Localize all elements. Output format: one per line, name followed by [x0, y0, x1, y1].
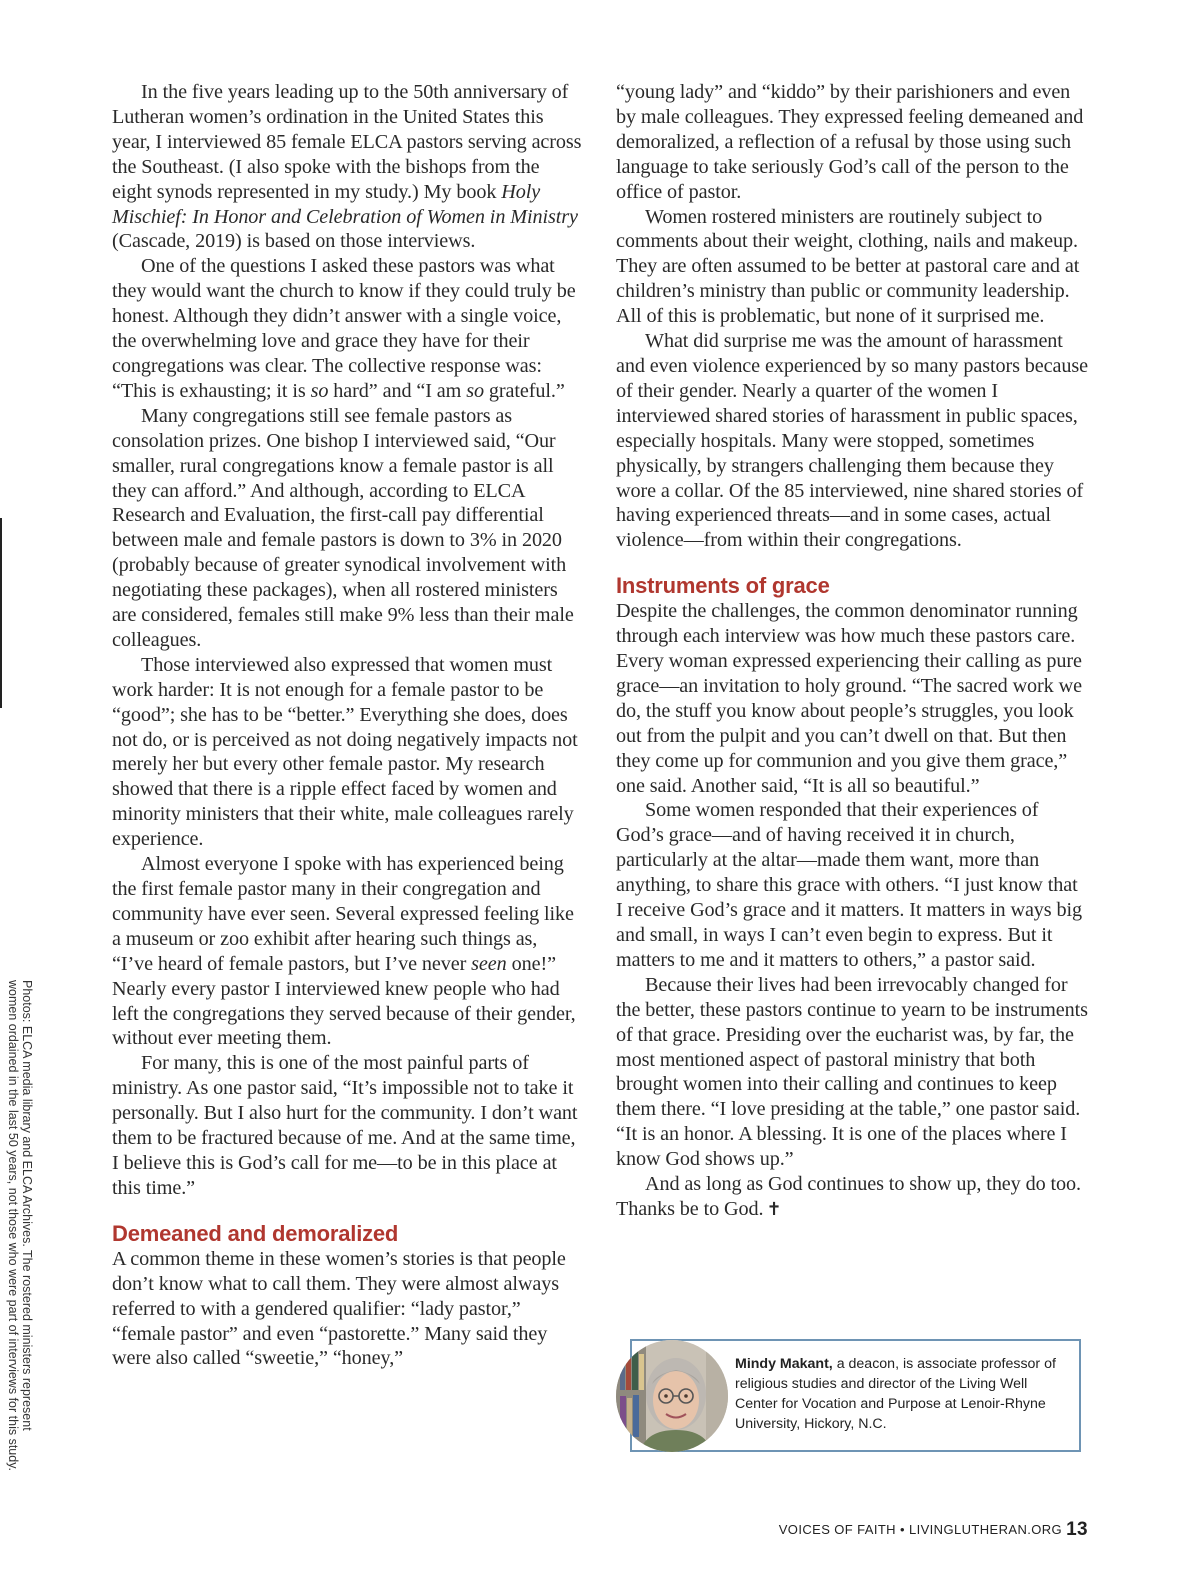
text-run: one!” Nearly every pastor I interviewed knew people who had left the congregations they served because of their gender, without ever meeting them. — [112, 952, 576, 1050]
text-run: (Cascade, 2019) is based on those interviews. — [112, 230, 476, 253]
paragraph: Because their lives had been irrevocably changed for the better, these pastors continue to yearn to be instruments of that grace. Presiding over the eucharist was, by far, the most mentioned aspect of pastoral ministry that both brought women into their calling and continues to keep them there. “I love presiding at the table,” one pastor said. “It is an honor. A blessing. It is one of the places where I know God shows up.” — [616, 973, 1088, 1171]
text-run: hard” and “I am — [328, 379, 467, 402]
paragraph — [616, 1172, 1088, 1223]
text-run: Almost everyone I spoke with has experienced being the first female pastor many in their congregation and community have ever seen. Several expressed feeling like a museum or zoo exhibit after hearing such things as, “I’ve heard of female pastors, but I’ve never — [112, 853, 574, 975]
paragraph: Despite the challenges, the common denominator running through each interview was how much these pastors care. Every woman expressed experiencing their calling as pure grace—an invitation to holy ground. “The sacred work we do, the stuff you know about people’s struggles, you look out from the pulpit and you can’t dwell on that. But then they come up for communion and you give them grace,” one said. Another said, “It is all so beautiful.” — [616, 600, 1082, 797]
photo-credit-line-2: women ordained in the last 50 years, not those who were part of interviews for this study. — [6, 980, 20, 1471]
margin-rule — [0, 518, 2, 708]
paragraph — [112, 254, 582, 403]
paragraph: “young lady” and “kiddo” by their parishioners and even by male colleagues. They expressed feeling demeaned and demoralized, a reflection of a refusal by those using such language to take seriously God’s call of the person to the office of pastor. — [616, 81, 1084, 203]
emphasis: so — [310, 379, 329, 402]
text-run: grateful.” — [483, 379, 565, 402]
photo-credit-line-1: Photos: ELCA media library and ELCA Archives. The rostered ministers represent — [20, 980, 34, 1431]
right-column — [616, 80, 1088, 1223]
paragraph: Many congregations still see female pastors as consolation prizes. One bishop I interviewed said, “Our smaller, rural congregations know a female pastor is all they can afford.” And although, according to ELCA Research and Evaluation, the first-call pay differential between male and female pastors is down to 3% in 2020 (probably because of greater synodical involvement with negotiating these packages), when all rostered ministers are considered, females still make 9% less than their male colleagues. — [112, 404, 574, 651]
left-column — [112, 80, 582, 1371]
photo-credit — [0, 980, 40, 1540]
emphasis: seen — [471, 952, 507, 975]
text-run: In the five years leading up to the 50th anniversary of Lutheran women’s ordination in the United States this year, I interviewed 85 female ELCA pastors serving across the Southeast. (I also spoke with the bishops from the eight synods represented in my study.) My book — [112, 81, 582, 203]
page-footer — [779, 1519, 1088, 1541]
text-run: And as long as God continues to show up, they do too. Thanks be to God. — [616, 1173, 1081, 1220]
photo-credit-text — [6, 980, 34, 1540]
text-run: One of the questions I asked these pastors was what they would want the church to know if they could truly be honest. Although they didn’t answer with a single voice, the overwhelming love and grace they have for their congregations was clear. The collective response was: “This is exhausting; it is — [112, 255, 576, 402]
emphasis: so — [466, 379, 484, 402]
author-name: Mindy Makant, — [735, 1356, 833, 1372]
paragraph: Some women responded that their experiences of God’s grace—and of having received it in church, particularly at the altar—made them want, more than anything, to share this grace with others. “I just know that I receive God’s grace and it matters. It matters in ways big and small, in ways I can’t even begin to express. But it matters to me and it matters to others,” a pastor said. — [616, 799, 1083, 971]
cross-end-mark-icon: ✝ — [766, 1198, 782, 1220]
author-portrait-icon — [616, 1340, 728, 1452]
paragraph: What did surprise me was the amount of harassment and even violence experienced by so many pastors because of their gender. Nearly a quarter of the women I interviewed shared stories of harassment in public spaces, especially hospitals. Many were stopped, sometimes physically, by strangers challenging them because they wore a collar. Of the 85 interviewed, nine shared stories of having experienced threats—and in some cases, actual violence—from within their congregations. — [616, 330, 1088, 552]
paragraph — [112, 852, 582, 1051]
paragraph: A common theme in these women’s stories is that people don’t know what to call them. They were almost always referred to with a gendered qualifier: “lady pastor,” “female pastor” and even “pastorette.” Many said they were also called “sweetie,” “honey,” — [112, 1247, 566, 1370]
paragraph: Women rostered ministers are routinely subject to comments about their weight, clothing, nails and makeup. They are often assumed to be better at pastoral care and at children’s ministry than public or community leadership. All of this is problematic, but none of it surprised me. — [616, 205, 1080, 328]
author-bio — [735, 1354, 1071, 1434]
author-photo — [616, 1340, 728, 1452]
footer-text: VOICES OF FAITH • LIVINGLUTHERAN.ORG — [778, 1522, 1063, 1537]
paragraph — [112, 80, 582, 254]
section-heading: Demeaned and demoralized — [112, 1220, 399, 1246]
book-title: Holy Mischief: In Honor and Celebration of Women in Ministry — [112, 180, 578, 228]
paragraph: Those interviewed also expressed that women must work harder: It is not enough for a female pastor to be “good”; she has to be “better.” Everything she does, does not do, or is perceived as not doing negatively impacts not merely her but every other female pastor. My research showed that there is a ripple effect faced by women and minority ministers that their white, male colleagues rarely experience. — [112, 653, 578, 851]
paragraph: For many, this is one of the most painful parts of ministry. As one pastor said, “It’s impossible not to take it personally. But I also hurt for the community. I don’t want them to be fractured because of me. And at the same time, I believe this is God’s call for me—to be in this place at this time.” — [112, 1052, 578, 1199]
page-number: 13 — [1066, 1519, 1088, 1540]
section-heading: Instruments of grace — [616, 573, 830, 599]
author-description: a deacon, is associate professor of religious studies and director of the Living Well Center for Vocation and Purpose at Lenoir-Rhyne University, Hickory, N.C. — [735, 1356, 1056, 1432]
